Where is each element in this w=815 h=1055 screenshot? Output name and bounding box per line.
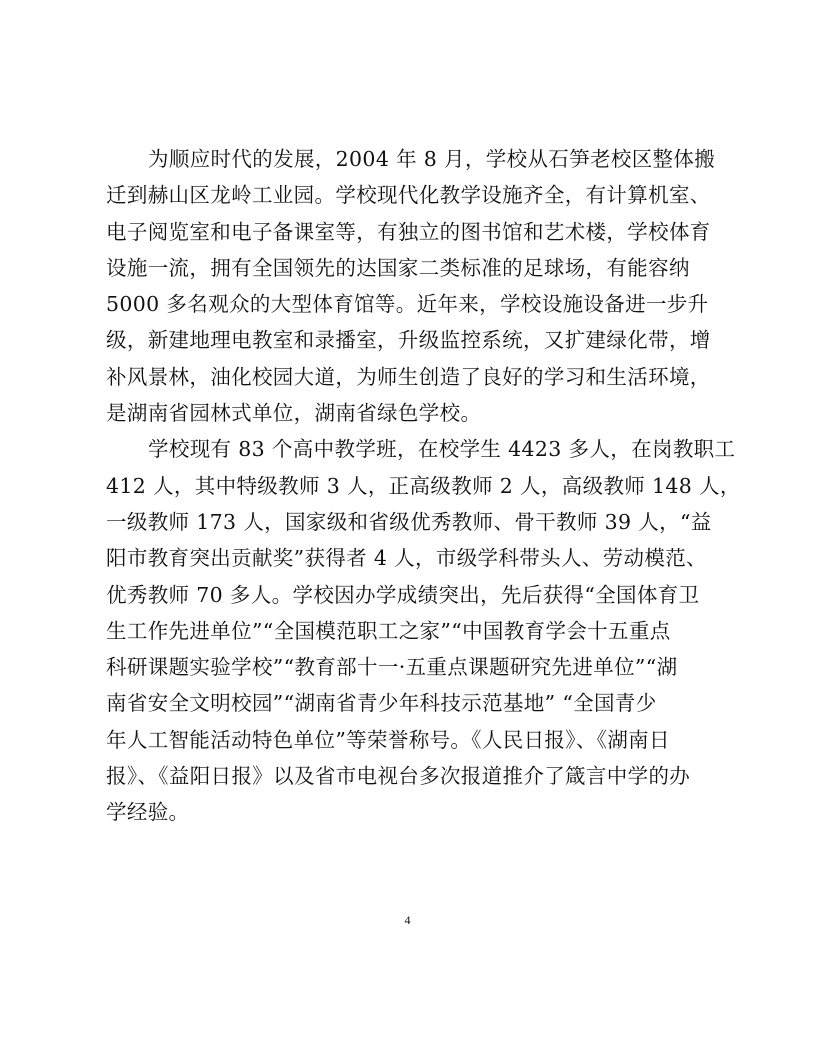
paragraph-1-line-4: 设施一流，拥有全国领先的达国家二类标准的足球场，有能容纳 <box>106 256 690 280</box>
paragraph-2-line-4: 阳市教育突出贡献奖”获得者 4 人，市级学科带头人、劳动模范、 <box>106 546 707 570</box>
paragraph-2-line-8: 南省安全文明校园”“湖南省青少年科技示范基地” “全国青少 <box>106 691 657 715</box>
paragraph-1-line-8: 是湖南省园林式单位，湖南省绿色学校。 <box>106 401 482 425</box>
paragraph-1-line-2: 迁到赫山区龙岭工业园。学校现代化教学设施齐全，有计算机室、 <box>106 183 711 207</box>
paragraph-2-line-9: 年人工智能活动特色单位”等荣誉称号。《人民日报》、《湖南日 <box>106 728 670 752</box>
paragraph-2-line-3: 一级教师 173 人，国家级和省级优秀教师、骨干教师 39 人，“益 <box>106 510 712 534</box>
paragraph-1-line-7: 补风景林，油化校园大道，为师生创造了良好的学习和生活环境， <box>106 365 711 389</box>
paragraph-2-line-11: 学经验。 <box>106 800 190 824</box>
page-number: 4 <box>404 913 411 927</box>
paragraph-1-line-6: 级，新建地理电教室和录播室，升级监控系统，又扩建绿化带，增 <box>106 328 711 352</box>
paragraph-2-line-2: 412 人，其中特级教师 3 人，正高级教师 2 人，高级教师 148 人， <box>106 474 741 498</box>
paragraph-1-line-3: 电子阅览室和电子备课室等，有独立的图书馆和艺术楼，学校体育 <box>106 220 711 244</box>
paragraph-2-line-6: 生工作先进单位”“全国模范职工之家”“中国教育学会十五重点 <box>106 619 671 643</box>
paragraph-2-line-1: 学校现有 83 个高中教学班，在校学生 4423 多人，在岗教职工 <box>148 437 736 461</box>
paragraph-2-line-7: 科研课题实验学校”“教育部十一·五重点课题研究先进单位”“湖 <box>106 655 678 679</box>
paragraph-2-line-5: 优秀教师 70 多人。学校因办学成绩突出，先后获得“全国体育卫 <box>106 583 700 607</box>
paragraph-2-line-10: 报》、《益阳日报》以及省市电视台多次报道推介了箴言中学的办 <box>106 764 691 788</box>
paragraph-1-line-1: 为顺应时代的发展，2004 年 8 月，学校从石笋老校区整体搬 <box>148 147 716 171</box>
paragraph-1-line-5: 5000 多名观众的大型体育馆等。近年来，学校设施设备进一步升 <box>106 292 709 316</box>
